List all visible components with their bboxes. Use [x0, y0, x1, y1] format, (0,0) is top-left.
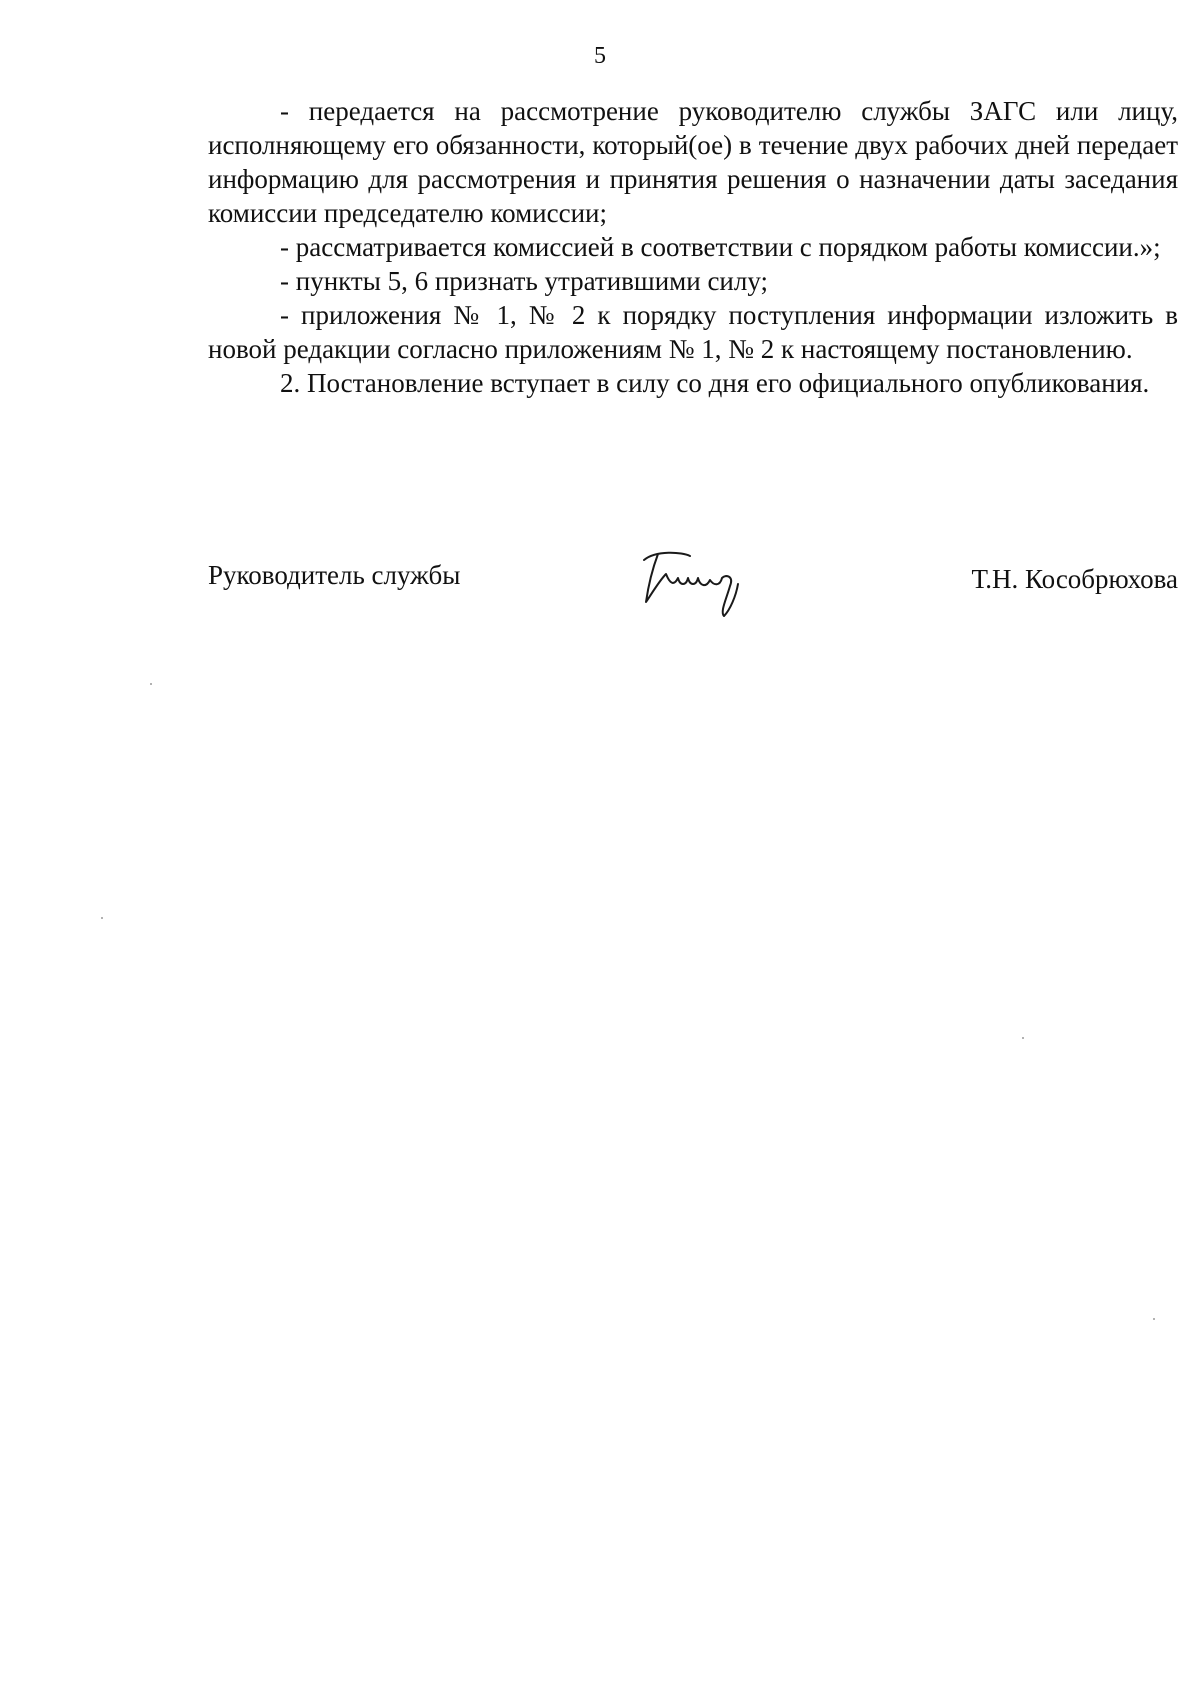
paragraph-commission-review: - рассматривается комиссией в соответствии с порядком работы комиссии.»; — [280, 232, 1161, 262]
scan-speck — [1153, 1318, 1155, 1320]
paragraph-transfer-to-head: - передается на рассмотрение руководителю службы ЗАГС или лицу, исполняющему его обязанности, который(ое) в течение двух рабочих дней передает информацию для рассмотрения и принятия решения о назначении даты заседания комиссии председателю комиссии; — [208, 96, 1178, 228]
scan-speck — [101, 917, 103, 919]
signature-block — [208, 540, 1178, 620]
paragraph-points-void: - пункты 5, 6 признать утратившими силу; — [280, 266, 768, 296]
signer-name: Т.Н. Кособрюхова — [971, 564, 1178, 594]
paragraph-appendices: - приложения № 1, № 2 к порядку поступления информации изложить в новой редакции согласно приложениям № 1, № 2 к настоящему постановлению. — [208, 300, 1178, 364]
scan-speck — [1022, 1037, 1024, 1039]
page-number: 5 — [594, 43, 606, 69]
signer-position: Руководитель службы — [208, 560, 461, 590]
document-body — [208, 94, 1178, 400]
scan-speck — [150, 683, 152, 685]
paragraph-effective-date: 2. Постановление вступает в силу со дня его официального опубликования. — [280, 368, 1150, 398]
handwritten-signature-icon — [630, 540, 770, 620]
